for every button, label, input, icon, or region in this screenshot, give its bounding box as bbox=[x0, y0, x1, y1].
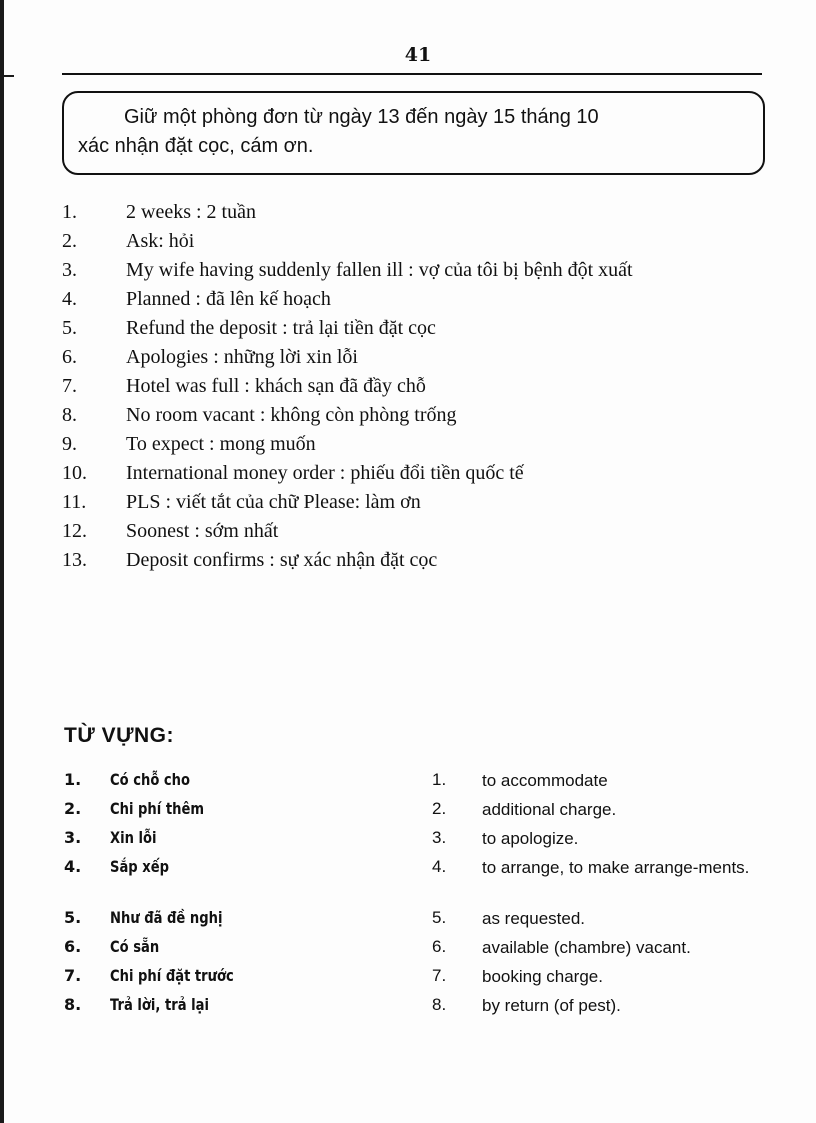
vocab-vi-number: 5. bbox=[64, 908, 82, 927]
glossary-item-text: Hotel was full : khách sạn đã đầy chỗ bbox=[126, 375, 426, 397]
vocab-row bbox=[64, 857, 784, 908]
callout-line-2: xác nhận đặt cọc, cám ơn. bbox=[78, 135, 314, 157]
glossary-item bbox=[62, 517, 782, 546]
vocab-en-number: 1. bbox=[432, 770, 447, 789]
vocab-vi-term: Chi phí thêm bbox=[110, 799, 205, 818]
vocab-vi-number: 7. bbox=[64, 966, 82, 985]
vocab-en-term: to apologize. bbox=[482, 829, 579, 848]
glossary-item-number: 5. bbox=[62, 317, 77, 339]
header-rule bbox=[62, 73, 762, 75]
vocab-row bbox=[64, 770, 784, 799]
vocab-en-number: 4. bbox=[432, 857, 447, 876]
glossary-item bbox=[62, 343, 782, 372]
vocab-vi-number: 2. bbox=[64, 799, 82, 818]
glossary-item-text: Refund the deposit : trả lại tiền đặt cọc bbox=[126, 317, 436, 339]
vocab-heading: TỪ VỰNG: bbox=[64, 724, 175, 747]
glossary-item-number: 8. bbox=[62, 404, 77, 426]
vocab-en-term: to accommodate bbox=[482, 771, 608, 790]
vocab-row bbox=[64, 799, 784, 828]
vocab-vi-number: 3. bbox=[64, 828, 82, 847]
vocab-en-term: available (chambre) vacant. bbox=[482, 938, 691, 957]
vocab-row bbox=[64, 828, 784, 857]
vocab-row bbox=[64, 937, 784, 966]
vocab-vi-term: Chi phí đặt trước bbox=[110, 966, 234, 985]
glossary-item-text: 2 weeks : 2 tuần bbox=[126, 201, 256, 223]
glossary-item-text: Apologies : những lời xin lỗi bbox=[126, 346, 358, 368]
glossary-item-text: PLS : viết tắt của chữ Please: làm ơn bbox=[126, 491, 421, 513]
glossary-item-number: 9. bbox=[62, 433, 77, 455]
glossary-item-text: Planned : đã lên kế hoạch bbox=[126, 288, 331, 310]
glossary-item-text: My wife having suddenly fallen ill : vợ của tôi bị bệnh đột xuất bbox=[126, 259, 633, 281]
glossary-item-number: 1. bbox=[62, 201, 77, 223]
glossary-item-number: 3. bbox=[62, 259, 77, 281]
glossary-item bbox=[62, 198, 782, 227]
glossary-item-text: Ask: hỏi bbox=[126, 230, 195, 252]
vocab-en-term: as requested. bbox=[482, 909, 586, 928]
vocab-en-number: 8. bbox=[432, 995, 447, 1014]
glossary-item-number: 10. bbox=[62, 462, 87, 484]
glossary-item-text: To expect : mong muốn bbox=[126, 433, 316, 455]
vocab-row bbox=[64, 995, 784, 1024]
vocab-en-number: 6. bbox=[432, 937, 447, 956]
glossary-item bbox=[62, 459, 782, 488]
glossary-item-text: Deposit confirms : sự xác nhận đặt cọc bbox=[126, 549, 438, 571]
vocab-vi-term: Có sẵn bbox=[110, 937, 160, 956]
glossary-item bbox=[62, 256, 782, 285]
vocab-vi-term: Sắp xếp bbox=[110, 857, 170, 876]
glossary-item-number: 6. bbox=[62, 346, 77, 368]
glossary-item-number: 4. bbox=[62, 288, 77, 310]
glossary-item-text: Soonest : sớm nhất bbox=[126, 520, 279, 542]
vocab-vi-number: 1. bbox=[64, 770, 82, 789]
vocab-row bbox=[64, 908, 784, 937]
glossary-item bbox=[62, 401, 782, 430]
scan-edge-bar bbox=[0, 0, 4, 1123]
glossary-item-number: 13. bbox=[62, 549, 87, 571]
glossary-list bbox=[62, 198, 782, 575]
vocab-vi-number: 4. bbox=[64, 857, 82, 876]
glossary-item-number: 11. bbox=[62, 491, 87, 513]
glossary-item-text: International money order : phiếu đổi tiền quốc tế bbox=[126, 462, 524, 484]
vocab-en-number: 5. bbox=[432, 908, 447, 927]
vocab-en-term: to arrange, to make arrange-ments. bbox=[482, 858, 750, 877]
vocab-vi-term: Như đã đề nghị bbox=[110, 908, 223, 927]
vocab-en-number: 2. bbox=[432, 799, 447, 818]
glossary-item-number: 2. bbox=[62, 230, 77, 252]
scan-edge-tick bbox=[0, 75, 14, 77]
page-number: 41 bbox=[404, 44, 432, 66]
vocab-en-number: 7. bbox=[432, 966, 447, 985]
vocab-en-term: additional charge. bbox=[482, 800, 617, 819]
callout-line-1: Giữ một phòng đơn từ ngày 13 đến ngày 15 tháng 10 bbox=[124, 106, 599, 128]
callout-box bbox=[62, 91, 765, 175]
glossary-item bbox=[62, 488, 782, 517]
vocab-en-term: by return (of pest). bbox=[482, 996, 621, 1015]
glossary-item bbox=[62, 546, 782, 575]
glossary-item bbox=[62, 372, 782, 401]
vocab-vi-term: Xin lỗi bbox=[110, 828, 157, 847]
vocab-vi-number: 8. bbox=[64, 995, 82, 1014]
glossary-item bbox=[62, 430, 782, 459]
vocab-en-number: 3. bbox=[432, 828, 447, 847]
vocab-vi-term: Trả lời, trả lại bbox=[110, 995, 209, 1014]
glossary-item-text: No room vacant : không còn phòng trống bbox=[126, 404, 457, 426]
glossary-item bbox=[62, 227, 782, 256]
vocab-en-term: booking charge. bbox=[482, 967, 603, 986]
glossary-item bbox=[62, 314, 782, 343]
glossary-item bbox=[62, 285, 782, 314]
glossary-item-number: 7. bbox=[62, 375, 77, 397]
vocab-row bbox=[64, 966, 784, 995]
vocab-vi-term: Có chỗ cho bbox=[110, 770, 191, 789]
vocab-table bbox=[64, 770, 784, 1024]
glossary-item-number: 12. bbox=[62, 520, 87, 542]
vocab-vi-number: 6. bbox=[64, 937, 82, 956]
